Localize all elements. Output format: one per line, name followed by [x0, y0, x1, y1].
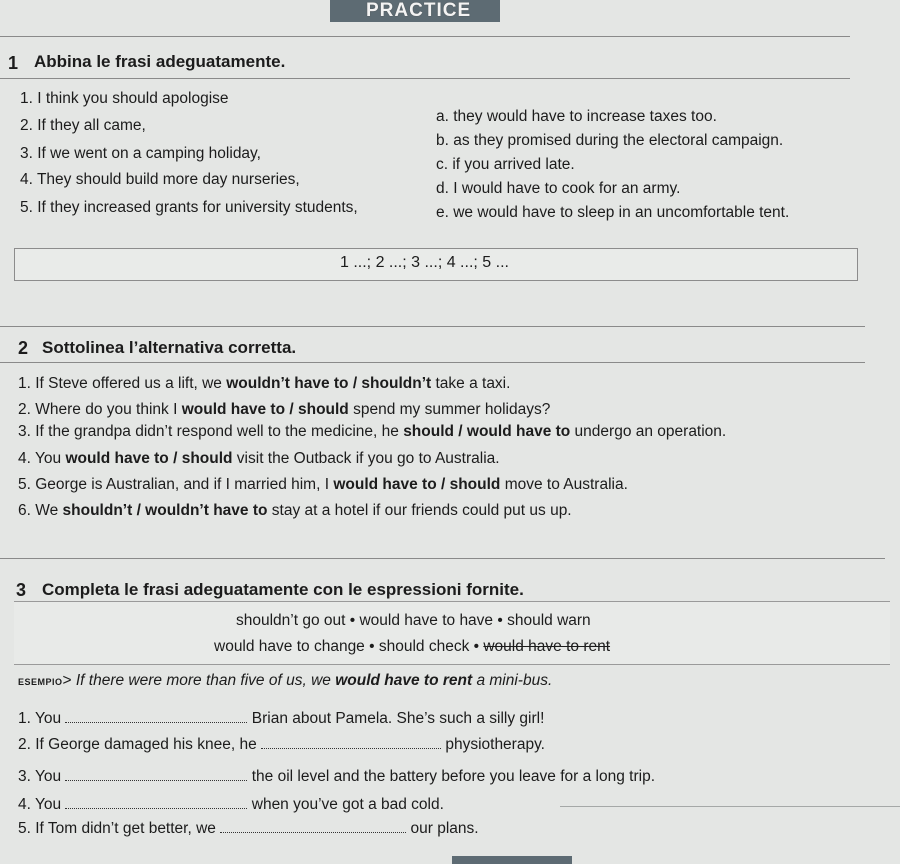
ex3-blank[interactable] — [65, 796, 247, 809]
ex3-item — [18, 710, 544, 728]
ex1-right-item: c. if you arrived late. — [436, 156, 575, 173]
ex3-words-line2-a: would have to change • should check • — [214, 638, 484, 655]
ex3-item-num: 4. — [18, 796, 31, 813]
ex2-number: 2 — [18, 338, 29, 358]
ex3-number: 3 — [16, 580, 27, 600]
ex3-item-num: 3. — [18, 768, 31, 785]
ex2-item-num: 4. — [18, 450, 31, 467]
ex3-item-num: 2. — [18, 736, 31, 753]
ex3-title: Completa le frasi adeguatamente con le espressioni fornite. — [42, 580, 524, 599]
ex1-right-item: e. we would have to sleep in an uncomfortable tent. — [436, 204, 790, 221]
footer-bar — [452, 856, 572, 864]
ex3-item-pre: If George damaged his knee, he — [35, 736, 257, 753]
ex3-item — [18, 796, 444, 814]
ex3-item-pre: If Tom didn’t get better, we — [35, 820, 216, 837]
header-label: PRACTICE — [366, 0, 472, 21]
ex2-item-post: visit the Outback if you go to Australia. — [232, 450, 500, 467]
ex1-title: Abbina le frasi adeguatamente. — [34, 52, 286, 71]
ex2-title: Sottolinea l’alternativa corretta. — [42, 338, 297, 357]
ex3-blank[interactable] — [220, 820, 406, 833]
ex1-right-item: d. I would have to cook for an army. — [436, 180, 681, 197]
ex3-blank[interactable] — [261, 736, 441, 749]
ex2-item-pre: We — [35, 502, 63, 519]
ex2-item-option[interactable]: would have to / should — [181, 401, 349, 418]
ex3-words-line2 — [214, 638, 610, 656]
ex2-item-post: move to Australia. — [500, 476, 628, 493]
ex1-right-item: a. they would have to increase taxes too. — [436, 108, 717, 125]
ex3-item-num: 1. — [18, 710, 31, 727]
ex1-top-rule — [0, 36, 850, 37]
ex3-words-struck: would have to rent — [483, 638, 611, 655]
ex3-item — [18, 768, 655, 786]
ex3-item-pre: You — [34, 768, 62, 785]
ex1-title-rule — [0, 78, 850, 79]
example-post: a mini-bus. — [472, 672, 553, 689]
ex2-item-pre: Where do you think I — [35, 401, 182, 418]
example-arrow-icon: > — [62, 672, 76, 689]
ex2-item-option[interactable]: would have to / should — [333, 476, 501, 493]
ex1-left-item: 4. They should build more day nurseries, — [20, 171, 300, 188]
ex3-item-pre: You — [34, 710, 62, 727]
ex2-item-pre: If the grandpa didn’t respond well to the medicine, he — [35, 423, 404, 440]
ex2-item-post: stay at a hotel if our friends could put us up. — [267, 502, 572, 519]
ex2-item — [18, 450, 500, 468]
ex3-top-rule — [0, 558, 885, 559]
ex1-number: 1 — [8, 53, 19, 73]
ex2-item-option[interactable]: wouldn’t have to / shouldn’t — [226, 375, 432, 392]
ex3-item — [18, 736, 545, 754]
ex3-item-post: our plans. — [410, 820, 479, 837]
ex2-item-pre: If Steve offered us a lift, we — [35, 375, 227, 392]
ex3-blank[interactable] — [65, 768, 247, 781]
ex2-item-num: 1. — [18, 375, 31, 392]
ex2-item — [18, 401, 550, 419]
ex2-top-rule — [0, 326, 865, 327]
ex2-item-pre: You — [34, 450, 66, 467]
ex1-answer-slots[interactable]: 1 ...; 2 ...; 3 ...; 4 ...; 5 ... — [340, 254, 509, 271]
ex2-item-num: 5. — [18, 476, 31, 493]
ex2-item-option[interactable]: should / would have to — [403, 423, 571, 440]
ex2-item-post: take a taxi. — [431, 375, 511, 392]
ex3-item-post: physiotherapy. — [445, 736, 545, 753]
example-pre: If there were more than five of us, we — [75, 672, 336, 689]
ex1-left-item: 2. If they all came, — [20, 117, 146, 134]
ex2-item-option[interactable]: shouldn’t / wouldn’t have to — [62, 502, 268, 519]
ex2-item — [18, 423, 726, 441]
example-tag: ESEMPIO — [18, 677, 63, 687]
ex1-left-item: 5. If they increased grants for university students, — [20, 199, 358, 216]
ex2-item-post: undergo an operation. — [570, 423, 727, 440]
bottom-rule — [560, 806, 900, 807]
example-bold: would have to rent — [335, 672, 473, 689]
ex3-item — [18, 820, 479, 838]
ex2-item-num: 6. — [18, 502, 31, 519]
ex2-item — [18, 375, 510, 393]
ex3-item-post: Brian about Pamela. She’s such a silly girl! — [251, 710, 545, 727]
ex3-item-num: 5. — [18, 820, 31, 837]
ex2-item-post: spend my summer holidays? — [348, 401, 551, 418]
ex2-item-num: 2. — [18, 401, 31, 418]
ex3-blank[interactable] — [65, 710, 247, 723]
ex2-item-pre: George is Australian, and if I married him, I — [35, 476, 334, 493]
ex3-item-post: when you’ve got a bad cold. — [251, 796, 444, 813]
ex2-item-num: 3. — [18, 423, 31, 440]
ex3-words-line1: shouldn’t go out • would have to have • should warn — [236, 612, 591, 629]
ex2-item — [18, 476, 628, 494]
ex3-item-pre: You — [34, 796, 62, 813]
ex1-right-item: b. as they promised during the electoral campaign. — [436, 132, 784, 149]
ex1-left-item: 1. I think you should apologise — [20, 90, 229, 107]
ex2-item-option[interactable]: would have to / should — [65, 450, 233, 467]
ex3-item-post: the oil level and the battery before you leave for a long trip. — [251, 768, 655, 785]
ex1-left-item: 3. If we went on a camping holiday, — [20, 145, 261, 162]
ex2-title-rule — [0, 362, 865, 363]
ex3-example — [18, 672, 552, 690]
ex2-item — [18, 502, 572, 520]
